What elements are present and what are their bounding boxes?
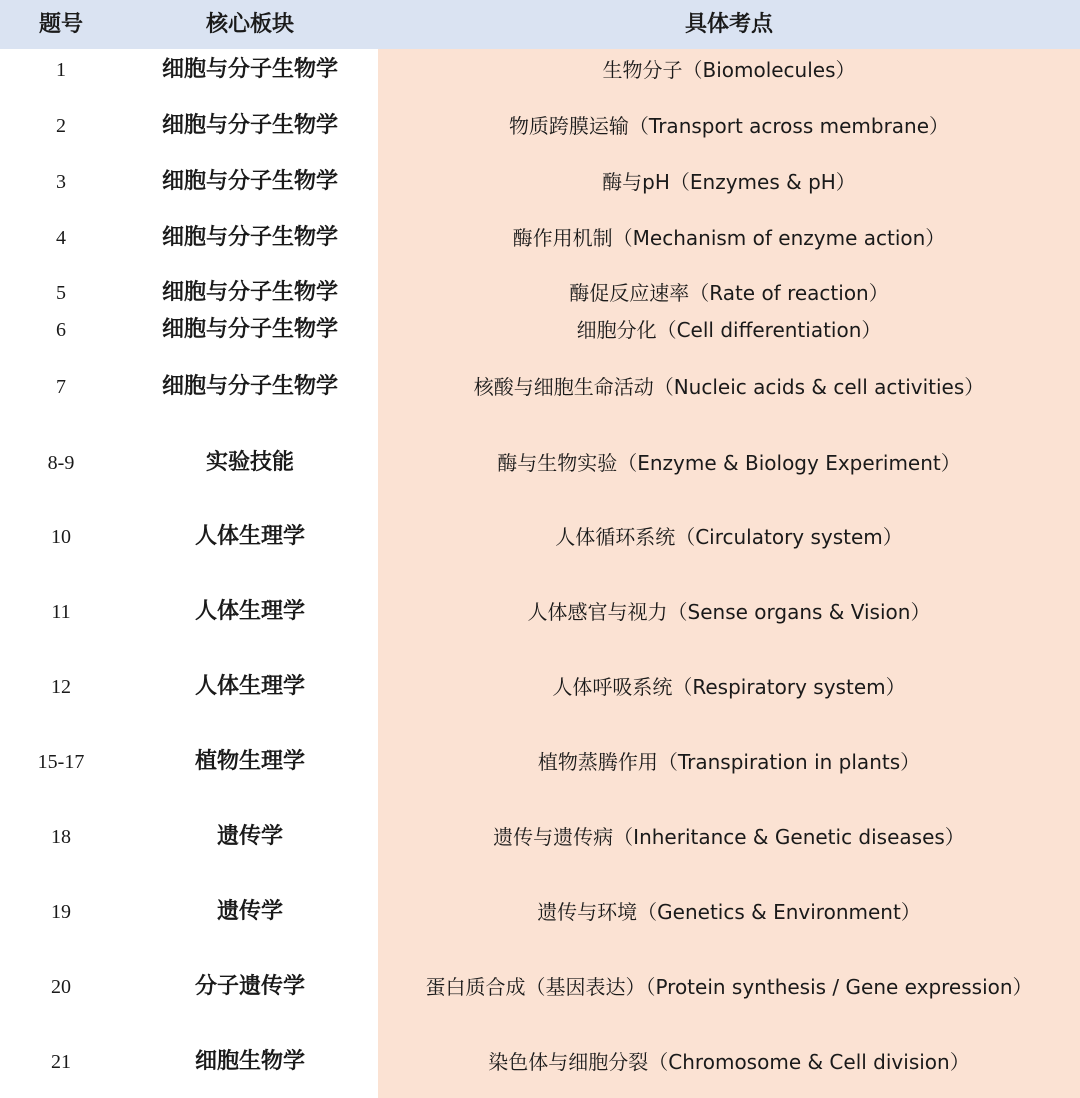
- table-header: [0, 0, 1080, 49]
- core-block: 植物生理学: [194, 749, 305, 774]
- question-number: 6: [56, 319, 66, 341]
- core-block: 实验技能: [205, 450, 294, 475]
- topic: 酶与生物实验（Enzyme & Biology Experiment）: [497, 451, 961, 475]
- core-block: 细胞与分子生物学: [161, 280, 338, 305]
- question-number: 18: [51, 826, 71, 848]
- question-number: 1: [56, 59, 66, 81]
- table-row: [0, 367, 1080, 407]
- core-block: 人体生理学: [194, 599, 305, 624]
- core-block: 人体生理学: [194, 524, 305, 549]
- core-block: 细胞与分子生物学: [161, 225, 338, 250]
- header-topic: 具体考点: [684, 12, 773, 37]
- question-number: 5: [56, 282, 66, 304]
- topic: 植物蒸腾作用（Transpiration in plants）: [537, 750, 921, 774]
- core-block: 遗传学: [216, 899, 283, 924]
- table-row: [0, 967, 1080, 1007]
- topic: 酶作用机制（Mechanism of enzyme action）: [512, 226, 946, 250]
- question-number: 8-9: [47, 452, 75, 474]
- core-block: 遗传学: [216, 824, 283, 849]
- table-row: [0, 218, 1080, 258]
- question-number: 12: [51, 676, 71, 698]
- topic: 人体呼吸系统（Respiratory system）: [552, 675, 906, 699]
- topic: 酶与pH（Enzymes & pH）: [602, 170, 856, 194]
- core-block: 细胞与分子生物学: [161, 169, 338, 194]
- table-row: [0, 162, 1080, 202]
- core-block: 细胞与分子生物学: [161, 317, 338, 342]
- question-number: 10: [51, 526, 71, 548]
- question-number: 2: [56, 115, 66, 137]
- table-row: [0, 817, 1080, 857]
- table-row: [0, 273, 1080, 313]
- topic: 蛋白质合成（基因表达）（Protein synthesis / Gene expression）: [425, 975, 1033, 999]
- topic: 细胞分化（Cell differentiation）: [576, 318, 882, 342]
- table-row: [0, 742, 1080, 782]
- question-number: 19: [51, 901, 71, 923]
- table-row: [0, 667, 1080, 707]
- core-block: 细胞生物学: [194, 1049, 305, 1074]
- core-block: 人体生理学: [194, 674, 305, 699]
- topic-column-background: [378, 49, 1080, 1098]
- table-row: [0, 1042, 1080, 1082]
- table-row: [0, 106, 1080, 146]
- table-row: [0, 443, 1080, 483]
- core-block: 细胞与分子生物学: [161, 57, 338, 82]
- question-number: 15-17: [37, 751, 85, 773]
- topic: 染色体与细胞分裂（Chromosome & Cell division）: [488, 1050, 970, 1074]
- topic: 酶促反应速率（Rate of reaction）: [569, 281, 889, 305]
- core-block: 分子遗传学: [194, 974, 305, 999]
- table-row: [0, 50, 1080, 90]
- question-number: 21: [51, 1051, 71, 1073]
- topic: 生物分子（Biomolecules）: [602, 58, 856, 82]
- topic: 遗传与环境（Genetics & Environment）: [537, 900, 921, 924]
- question-number: 3: [56, 171, 66, 193]
- header-number: 题号: [38, 12, 83, 37]
- core-block: 细胞与分子生物学: [161, 374, 338, 399]
- table-row: [0, 592, 1080, 632]
- question-number: 20: [51, 976, 71, 998]
- topic: 人体感官与视力（Sense organs & Vision）: [527, 600, 931, 624]
- table-row: [0, 892, 1080, 932]
- topic: 核酸与细胞生命活动（Nucleic acids & cell activities）: [473, 375, 985, 399]
- topic: 人体循环系统（Circulatory system）: [555, 525, 903, 549]
- question-number: 7: [56, 376, 66, 398]
- question-number: 11: [51, 601, 71, 623]
- header-block: 核心板块: [205, 12, 294, 37]
- topic: 物质跨膜运输（Transport across membrane）: [508, 114, 950, 138]
- table-row: [0, 310, 1080, 350]
- table-row: [0, 517, 1080, 557]
- core-block: 细胞与分子生物学: [161, 113, 338, 138]
- topic: 遗传与遗传病（Inheritance & Genetic diseases）: [493, 825, 965, 849]
- question-number: 4: [56, 227, 66, 249]
